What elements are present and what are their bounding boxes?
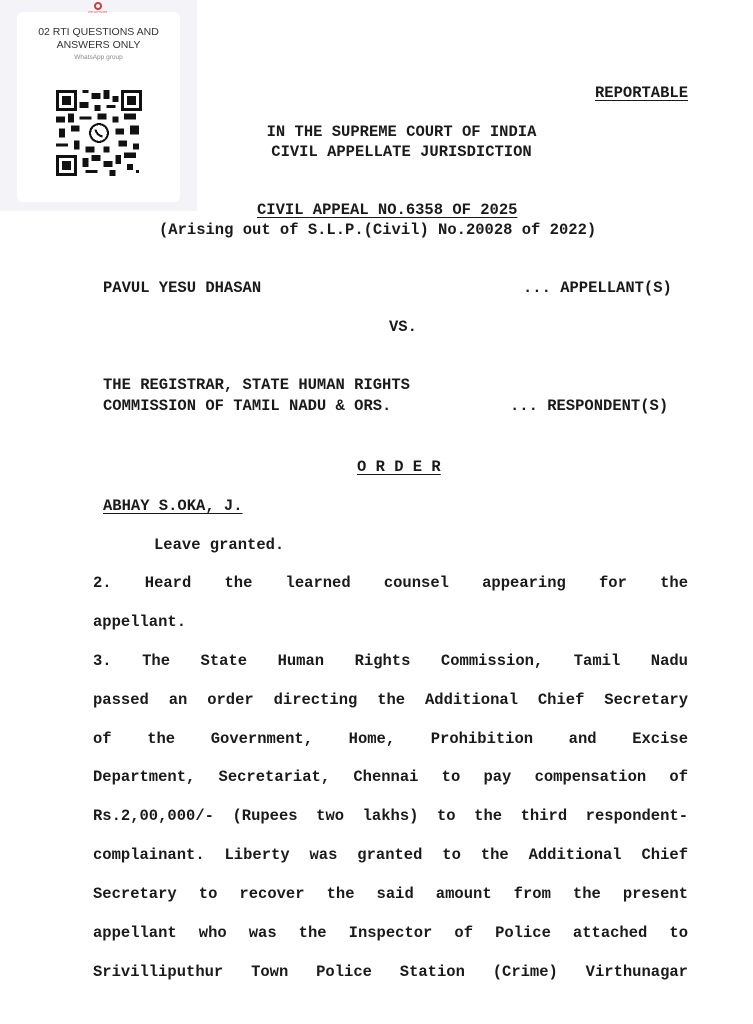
qr-promo-subtitle: WhatsApp group [74, 54, 123, 61]
paragraph-2-line: 2. Heard the learned counsel appearing for the [93, 574, 688, 592]
paragraph-3-line: passed an order directing the Additional Chief Secretary [93, 691, 688, 709]
paragraph-3-line: Rs.2,00,000/- (Rupees two lakhs) to the third respondent- [93, 807, 688, 825]
appellant-name: PAVUL YESU DHASAN [103, 279, 262, 297]
jurisdiction: CIVIL APPELLATE JURISDICTION [271, 143, 532, 161]
appellant-role: ... APPELLANT(S) [523, 279, 672, 297]
paragraph-3-line: 3. The State Human Rights Commission, Tamil Nadu [93, 652, 688, 670]
paragraph-3-line: of the Government, Home, Prohibition and Excise [93, 730, 688, 748]
paragraph-3-line: appellant who was the Inspector of Police attached to [93, 924, 688, 942]
respondent-role: ... RESPONDENT(S) [510, 397, 669, 415]
case-number: CIVIL APPEAL NO.6358 OF 2025 [257, 201, 518, 219]
respondent-line-1: THE REGISTRAR, STATE HUMAN RIGHTS [103, 376, 410, 394]
reportable-label: REPORTABLE [595, 84, 689, 102]
rti-logo-icon: RTI ACTIVIST [88, 2, 108, 20]
arising-from: (Arising out of S.L.P.(Civil) No.20028 of 2022) [159, 221, 597, 239]
qr-promo-panel [0, 0, 197, 211]
paragraph-1: Leave granted. [154, 536, 285, 554]
versus: VS. [389, 318, 417, 336]
paragraph-3-line: Srivilliputhur Town Police Station (Crime) Virthunagar [93, 963, 688, 981]
order-heading: O R D E R [357, 458, 441, 476]
qr-promo-title: 02 RTI QUESTIONS AND ANSWERS ONLY [38, 26, 159, 51]
paragraph-3-line: Department, Secretariat, Chennai to pay compensation of [93, 768, 688, 786]
court-name: IN THE SUPREME COURT OF INDIA [266, 123, 537, 141]
paragraph-3-line: Secretary to recover the said amount from the present [93, 885, 688, 903]
judge-name: ABHAY S.OKA, J. [103, 497, 243, 515]
paragraph-2-line: appellant. [93, 613, 187, 631]
paragraph-3-line: complainant. Liberty was granted to the Additional Chief [93, 846, 688, 864]
respondent-line-2: COMMISSION OF TAMIL NADU & ORS. [103, 397, 392, 415]
